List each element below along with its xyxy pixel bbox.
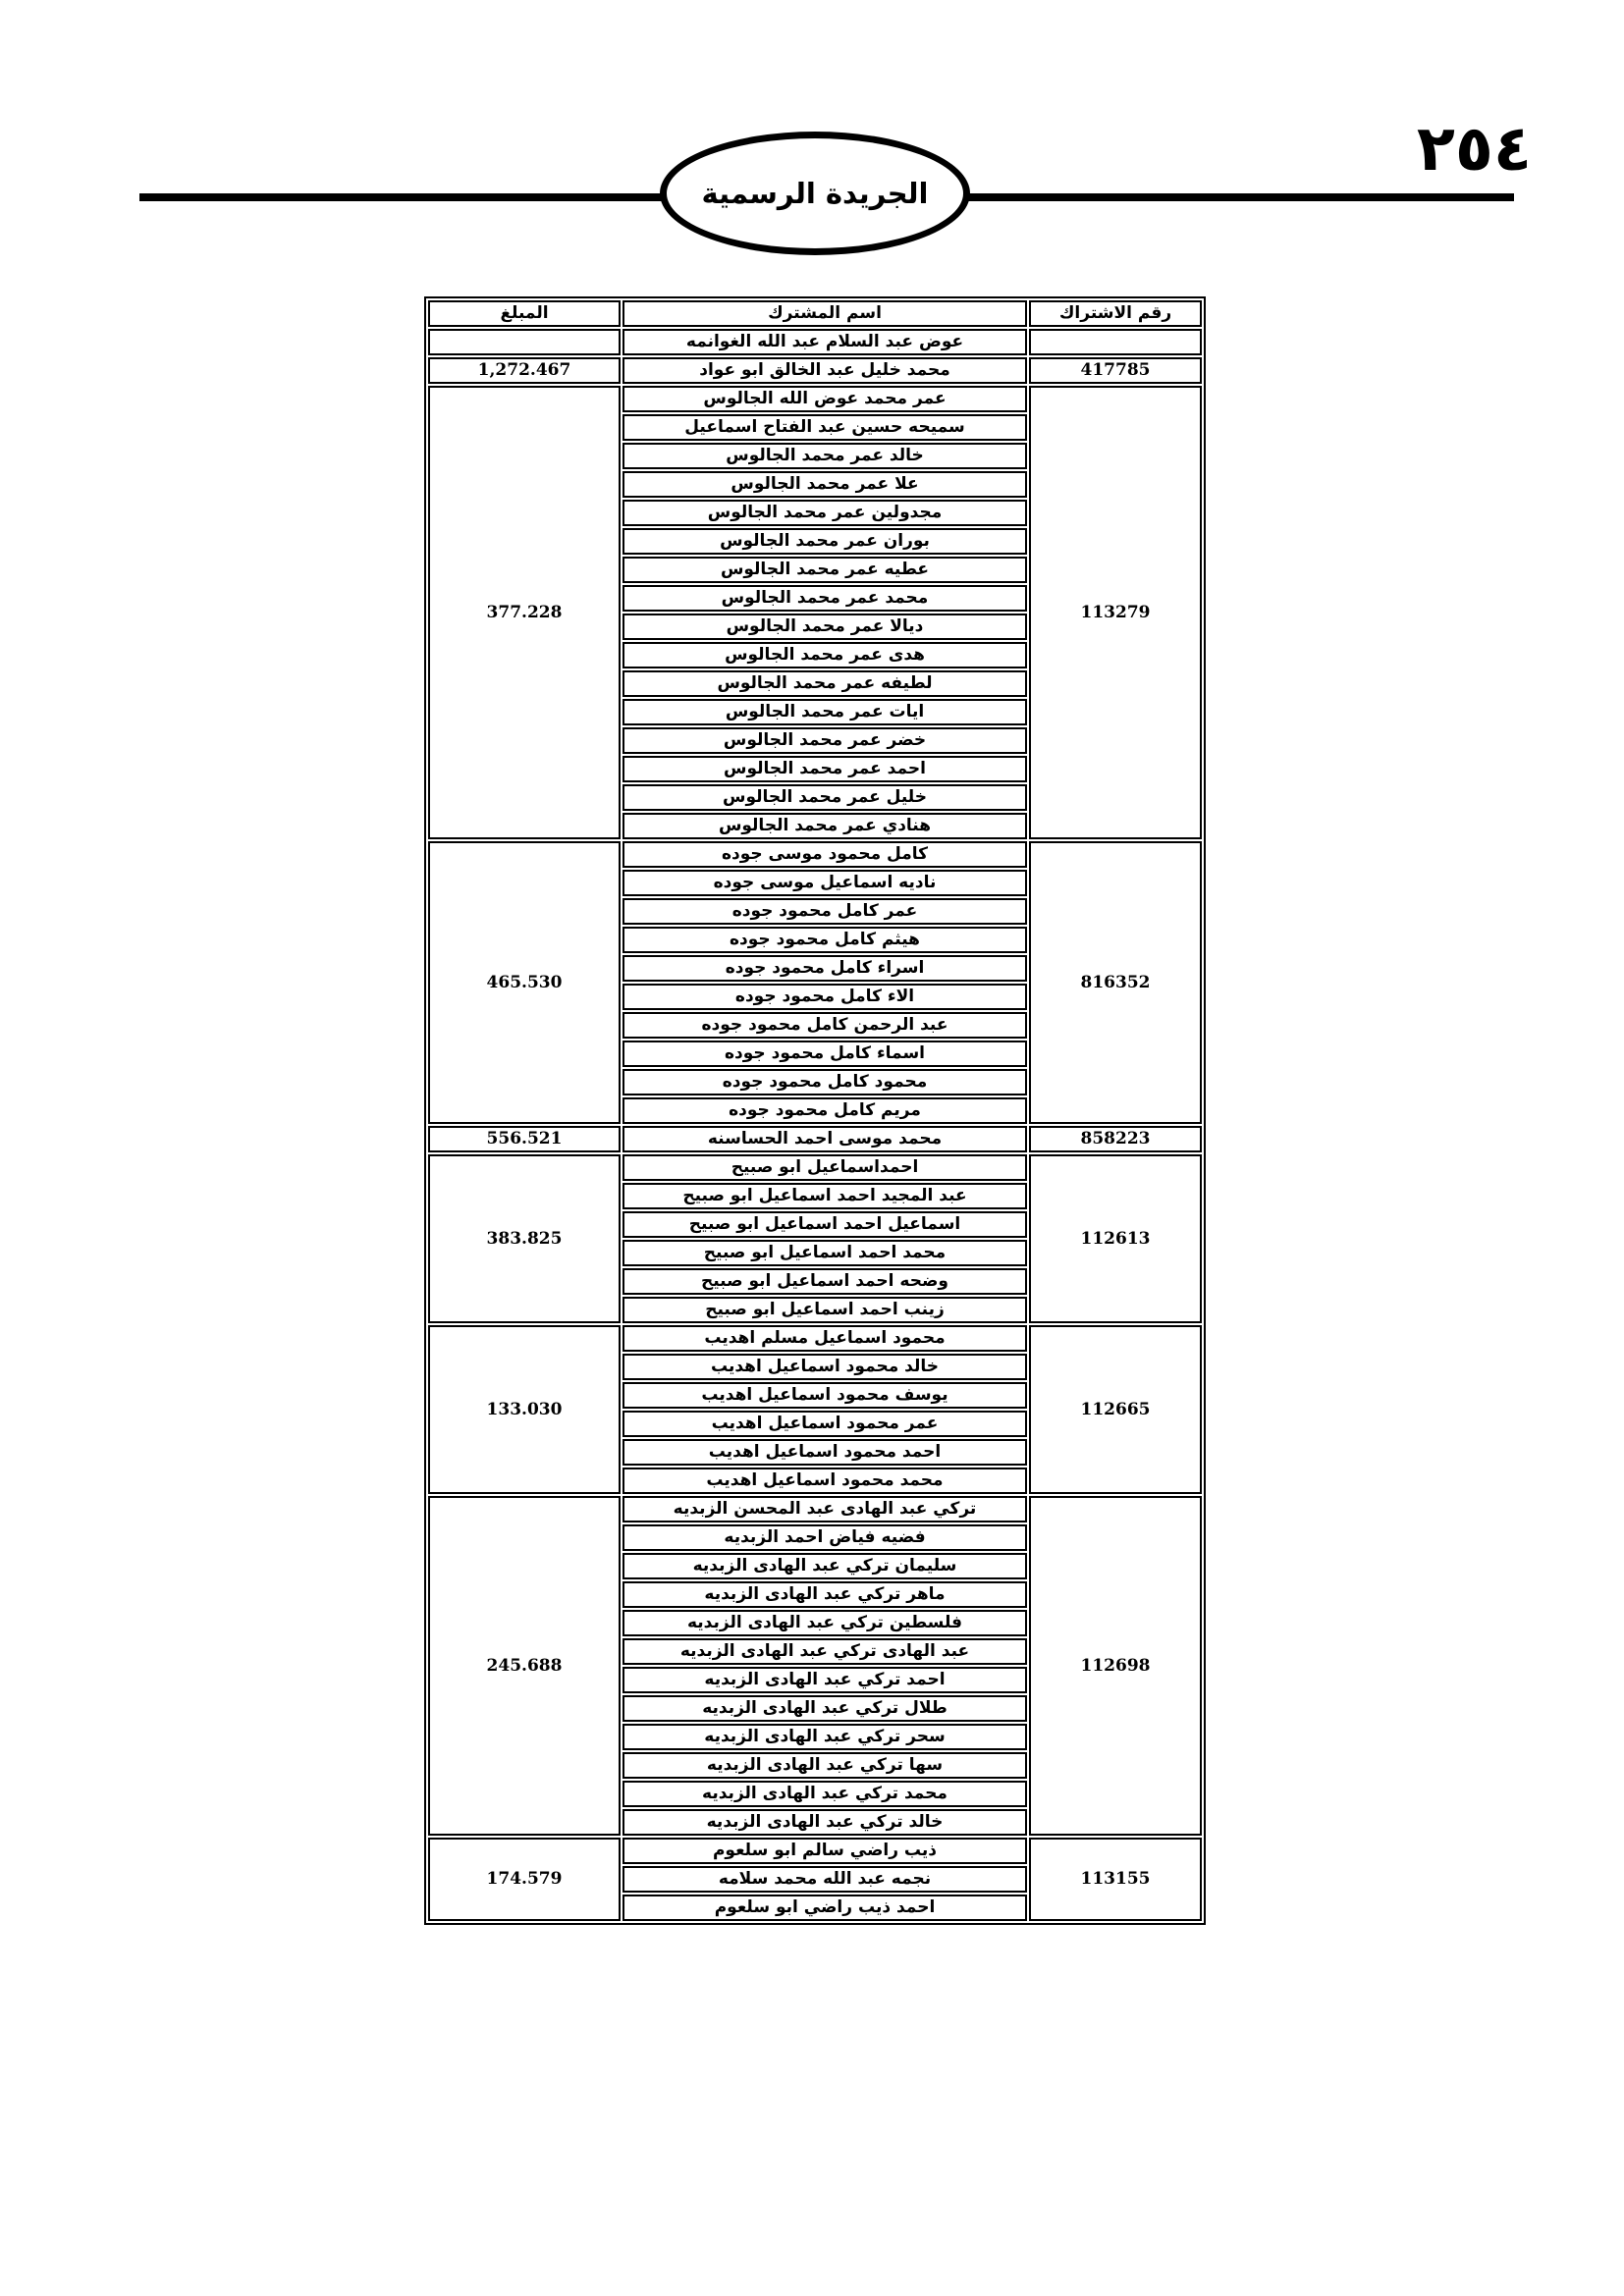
subscriber-name-cell: ذيب راضي سالم ابو سلعوم — [623, 1838, 1027, 1864]
subscriber-name-cell: بوران عمر محمد الجالوس — [623, 528, 1027, 555]
subscriber-name-cell: محمد موسى احمد الحساسنه — [623, 1126, 1027, 1152]
subscriber-name-cell: عمر كامل محمود جوده — [623, 898, 1027, 925]
subscription-number-cell: 816352 — [1029, 841, 1202, 1124]
subscriber-name-cell: سها تركي عبد الهادى الزبديه — [623, 1752, 1027, 1779]
subscription-number-cell — [1029, 329, 1202, 355]
subscriber-name-cell: زينب احمد اسماعيل ابو صبيح — [623, 1297, 1027, 1323]
subscriber-name-cell: سليمان تركي عبد الهادى الزبديه — [623, 1553, 1027, 1579]
subscriber-name-cell: عمر محمود اسماعيل اهديب — [623, 1411, 1027, 1437]
table-row — [428, 841, 1202, 868]
subscriber-name-cell: محمد خليل عبد الخالق ابو عواد — [623, 357, 1027, 384]
subscriber-name-cell: اسراء كامل محمود جوده — [623, 955, 1027, 982]
subscriber-name-cell: عبد المجيد احمد اسماعيل ابو صبيح — [623, 1183, 1027, 1209]
subscriber-name-cell: مجدولين عمر محمد الجالوس — [623, 500, 1027, 526]
amount-cell: 174.579 — [428, 1838, 621, 1921]
table-row — [428, 1496, 1202, 1522]
table-header-row — [428, 300, 1202, 327]
subscriber-name-cell: ايات عمر محمد الجالوس — [623, 699, 1027, 725]
subscriber-name-cell: محمد تركي عبد الهادى الزبديه — [623, 1781, 1027, 1807]
amount-cell: 245.688 — [428, 1496, 621, 1836]
amount-cell: 465.530 — [428, 841, 621, 1124]
header-amount: المبلغ — [428, 300, 621, 327]
subscriber-name-cell: هنادي عمر محمد الجالوس — [623, 813, 1027, 839]
subscriber-name-cell: محمد عمر محمد الجالوس — [623, 585, 1027, 612]
subscriber-name-cell: عطيه عمر محمد الجالوس — [623, 557, 1027, 583]
subscriber-name-cell: وضحه احمد اسماعيل ابو صبيح — [623, 1268, 1027, 1295]
subscriber-name-cell: عمر محمد عوض الله الجالوس — [623, 386, 1027, 412]
table-row — [428, 357, 1202, 384]
amount-cell: 133.030 — [428, 1325, 621, 1494]
subscriber-name-cell: هيثم كامل محمود جوده — [623, 927, 1027, 953]
subscriber-name-cell: احمد تركي عبد الهادى الزبديه — [623, 1667, 1027, 1693]
amount-cell: 383.825 — [428, 1154, 621, 1323]
subscriber-name-cell: ديالا عمر محمد الجالوس — [623, 614, 1027, 640]
subscription-number-cell: 113155 — [1029, 1838, 1202, 1921]
subscription-number-cell: 112613 — [1029, 1154, 1202, 1323]
subscriber-name-cell: هدى عمر محمد الجالوس — [623, 642, 1027, 668]
subscriber-name-cell: فضيه فياض احمد الزبديه — [623, 1524, 1027, 1551]
subscriber-name-cell: احمداسماعيل ابو صبيح — [623, 1154, 1027, 1181]
subscriber-name-cell: محمود كامل محمود جوده — [623, 1069, 1027, 1095]
subscriber-name-cell: عوض عبد السلام عبد الله الغوانمه — [623, 329, 1027, 355]
subscribers-table — [424, 296, 1206, 1925]
subscriber-name-cell: خالد تركي عبد الهادى الزبديه — [623, 1809, 1027, 1836]
amount-cell: 556.521 — [428, 1126, 621, 1152]
subscriber-name-cell: يوسف محمود اسماعيل اهديب — [623, 1382, 1027, 1409]
subscriber-name-cell: طلال تركي عبد الهادى الزبديه — [623, 1695, 1027, 1722]
subscription-number-cell: 112665 — [1029, 1325, 1202, 1494]
subscriber-name-cell: عبد الرحمن كامل محمود جوده — [623, 1012, 1027, 1039]
amount-cell: 1,272.467 — [428, 357, 621, 384]
page-number: ٢٥٤ — [1416, 113, 1532, 186]
table-row — [428, 1126, 1202, 1152]
amount-cell: 377.228 — [428, 386, 621, 839]
subscriber-name-cell: احمد عمر محمد الجالوس — [623, 756, 1027, 782]
header-title: الجريدة الرسمية — [701, 177, 929, 210]
subscriber-name-cell: محمود اسماعيل مسلم اهديب — [623, 1325, 1027, 1352]
amount-cell — [428, 329, 621, 355]
subscriber-name-cell: احمد ذيب راضي ابو سلعوم — [623, 1895, 1027, 1921]
subscriber-name-cell: محمد محمود اسماعيل اهديب — [623, 1468, 1027, 1494]
subscriber-name-cell: ناديه اسماعيل موسى جوده — [623, 870, 1027, 896]
subscriber-name-cell: احمد محمود اسماعيل اهديب — [623, 1439, 1027, 1466]
table-row — [428, 1838, 1202, 1864]
subscriber-name-cell: علا عمر محمد الجالوس — [623, 471, 1027, 498]
subscriber-name-cell: كامل محمود موسى جوده — [623, 841, 1027, 868]
header-subscription: رقم الاشتراك — [1029, 300, 1202, 327]
subscription-number-cell: 417785 — [1029, 357, 1202, 384]
subscriber-name-cell: خالد محمود اسماعيل اهديب — [623, 1354, 1027, 1380]
subscriber-name-cell: ماهر تركي عبد الهادى الزبديه — [623, 1581, 1027, 1608]
subscriber-name-cell: مريم كامل محمود جوده — [623, 1097, 1027, 1124]
subscription-number-cell: 858223 — [1029, 1126, 1202, 1152]
table-row — [428, 1154, 1202, 1181]
subscription-number-cell: 112698 — [1029, 1496, 1202, 1836]
subscriber-name-cell: خليل عمر محمد الجالوس — [623, 784, 1027, 811]
table-body — [428, 300, 1202, 1921]
table-row — [428, 386, 1202, 412]
subscriber-name-cell: لطيفه عمر محمد الجالوس — [623, 670, 1027, 697]
subscriber-name-cell: اسماء كامل محمود جوده — [623, 1041, 1027, 1067]
header-oval — [660, 132, 970, 255]
subscriber-name-cell: محمد احمد اسماعيل ابو صبيح — [623, 1240, 1027, 1266]
subscription-number-cell: 113279 — [1029, 386, 1202, 839]
subscriber-name-cell: نجمه عبد الله محمد سلامه — [623, 1866, 1027, 1893]
subscriber-name-cell: سميحه حسين عبد الفتاح اسماعيل — [623, 414, 1027, 441]
table-row — [428, 1325, 1202, 1352]
subscriber-name-cell: خضر عمر محمد الجالوس — [623, 727, 1027, 754]
subscriber-name-cell: فلسطين تركي عبد الهادى الزبديه — [623, 1610, 1027, 1636]
table-row — [428, 329, 1202, 355]
subscriber-name-cell: تركي عبد الهادى عبد المحسن الزبديه — [623, 1496, 1027, 1522]
subscriber-name-cell: عبد الهادى تركي عبد الهادى الزبديه — [623, 1638, 1027, 1665]
subscriber-name-cell: سحر تركي عبد الهادى الزبديه — [623, 1724, 1027, 1750]
subscriber-name-cell: اسماعيل احمد اسماعيل ابو صبيح — [623, 1211, 1027, 1238]
subscriber-name-cell: خالد عمر محمد الجالوس — [623, 443, 1027, 469]
header-name: اسم المشترك — [623, 300, 1027, 327]
subscriber-name-cell: الاء كامل محمود جوده — [623, 984, 1027, 1010]
